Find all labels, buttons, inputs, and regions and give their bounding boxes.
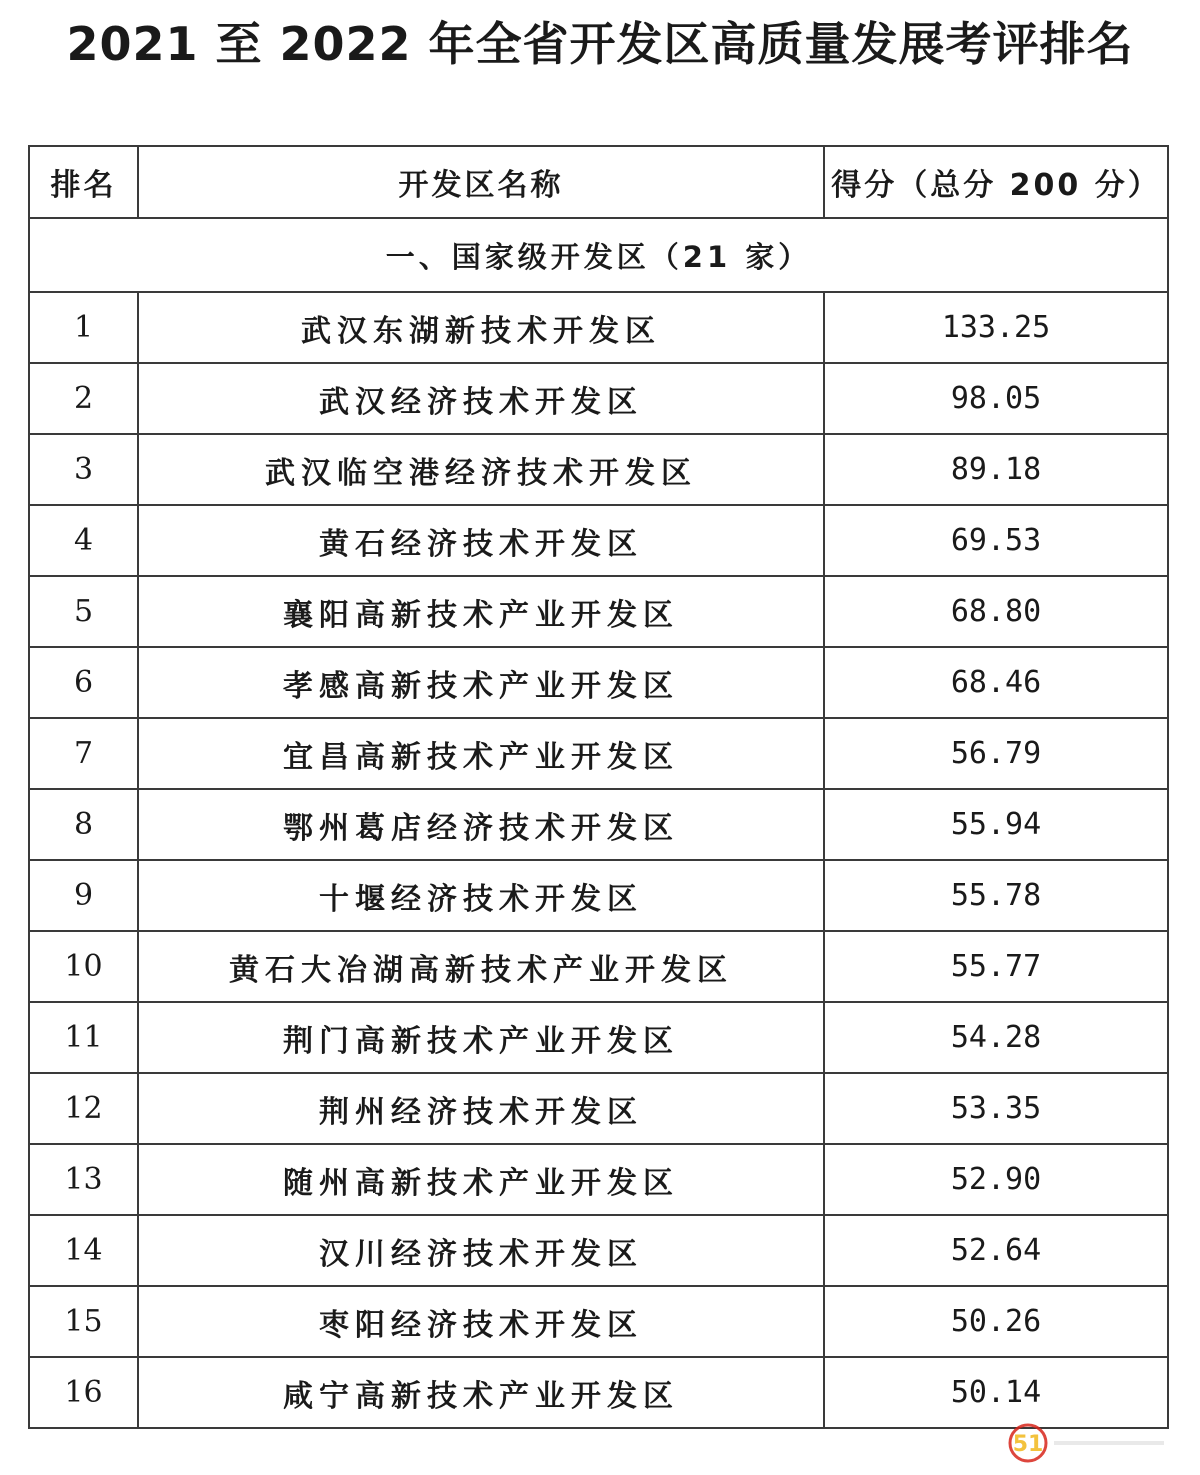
logo-bar <box>1054 1441 1164 1445</box>
section-row <box>29 218 1168 292</box>
rank-cell: 6 <box>29 647 138 718</box>
header-score: 得分（总分 200 分） <box>824 146 1168 218</box>
table-row <box>29 718 1168 789</box>
table-row <box>29 647 1168 718</box>
table-row <box>29 576 1168 647</box>
table-row <box>29 860 1168 931</box>
rank-cell: 9 <box>29 860 138 931</box>
table-row <box>29 931 1168 1002</box>
rank-cell: 16 <box>29 1357 138 1428</box>
rank-cell: 15 <box>29 1286 138 1357</box>
rank-cell: 2 <box>29 363 138 434</box>
zone-name-cell: 枣阳经济技术开发区 <box>138 1286 824 1357</box>
score-cell: 52.90 <box>824 1144 1168 1215</box>
zone-name-cell: 黄石经济技术开发区 <box>138 505 824 576</box>
table-row <box>29 789 1168 860</box>
rank-cell: 3 <box>29 434 138 505</box>
rank-cell: 11 <box>29 1002 138 1073</box>
zone-name-cell: 武汉东湖新技术开发区 <box>138 292 824 363</box>
rank-cell: 1 <box>29 292 138 363</box>
table-row <box>29 1144 1168 1215</box>
score-cell: 50.26 <box>824 1286 1168 1357</box>
rank-cell: 13 <box>29 1144 138 1215</box>
section-title: 一、国家级开发区（21 家） <box>29 218 1168 292</box>
ranking-table <box>28 145 1169 1429</box>
rank-cell: 14 <box>29 1215 138 1286</box>
zone-name-cell: 襄阳高新技术产业开发区 <box>138 576 824 647</box>
table-row <box>29 1002 1168 1073</box>
zone-name-cell: 武汉经济技术开发区 <box>138 363 824 434</box>
zone-name-cell: 十堰经济技术开发区 <box>138 860 824 931</box>
score-cell: 52.64 <box>824 1215 1168 1286</box>
score-cell: 53.35 <box>824 1073 1168 1144</box>
zone-name-cell: 宜昌高新技术产业开发区 <box>138 718 824 789</box>
table-row <box>29 1073 1168 1144</box>
zone-name-cell: 随州高新技术产业开发区 <box>138 1144 824 1215</box>
table-row <box>29 292 1168 363</box>
score-cell: 55.94 <box>824 789 1168 860</box>
zone-name-cell: 荆州经济技术开发区 <box>138 1073 824 1144</box>
rank-cell: 4 <box>29 505 138 576</box>
rank-cell: 12 <box>29 1073 138 1144</box>
zone-name-cell: 孝感高新技术产业开发区 <box>138 647 824 718</box>
score-cell: 133.25 <box>824 292 1168 363</box>
zone-name-cell: 武汉临空港经济技术开发区 <box>138 434 824 505</box>
score-cell: 55.77 <box>824 931 1168 1002</box>
table-header-row <box>29 146 1168 218</box>
score-cell: 69.53 <box>824 505 1168 576</box>
zone-name-cell: 黄石大冶湖高新技术产业开发区 <box>138 931 824 1002</box>
document-title: 2021 至 2022 年全省开发区高质量发展考评排名 <box>66 17 1134 71</box>
score-cell: 54.28 <box>824 1002 1168 1073</box>
score-cell: 68.46 <box>824 647 1168 718</box>
logo-text: 51 <box>1012 1432 1044 1457</box>
score-cell: 56.79 <box>824 718 1168 789</box>
table-row <box>29 1286 1168 1357</box>
rank-cell: 5 <box>29 576 138 647</box>
score-cell: 50.14 <box>824 1357 1168 1428</box>
score-cell: 55.78 <box>824 860 1168 931</box>
table-row <box>29 505 1168 576</box>
table-row <box>29 1215 1168 1286</box>
rank-cell: 10 <box>29 931 138 1002</box>
zone-name-cell: 汉川经济技术开发区 <box>138 1215 824 1286</box>
zone-name-cell: 咸宁高新技术产业开发区 <box>138 1357 824 1428</box>
table-row <box>29 434 1168 505</box>
table-row <box>29 1357 1168 1428</box>
site-watermark-logo <box>1006 1417 1176 1465</box>
header-rank: 排名 <box>29 146 138 218</box>
zone-name-cell: 鄂州葛店经济技术开发区 <box>138 789 824 860</box>
score-cell: 68.80 <box>824 576 1168 647</box>
zone-name-cell: 荆门高新技术产业开发区 <box>138 1002 824 1073</box>
rank-cell: 8 <box>29 789 138 860</box>
score-cell: 89.18 <box>824 434 1168 505</box>
score-cell: 98.05 <box>824 363 1168 434</box>
header-name: 开发区名称 <box>138 146 824 218</box>
rank-cell: 7 <box>29 718 138 789</box>
table-row <box>29 363 1168 434</box>
